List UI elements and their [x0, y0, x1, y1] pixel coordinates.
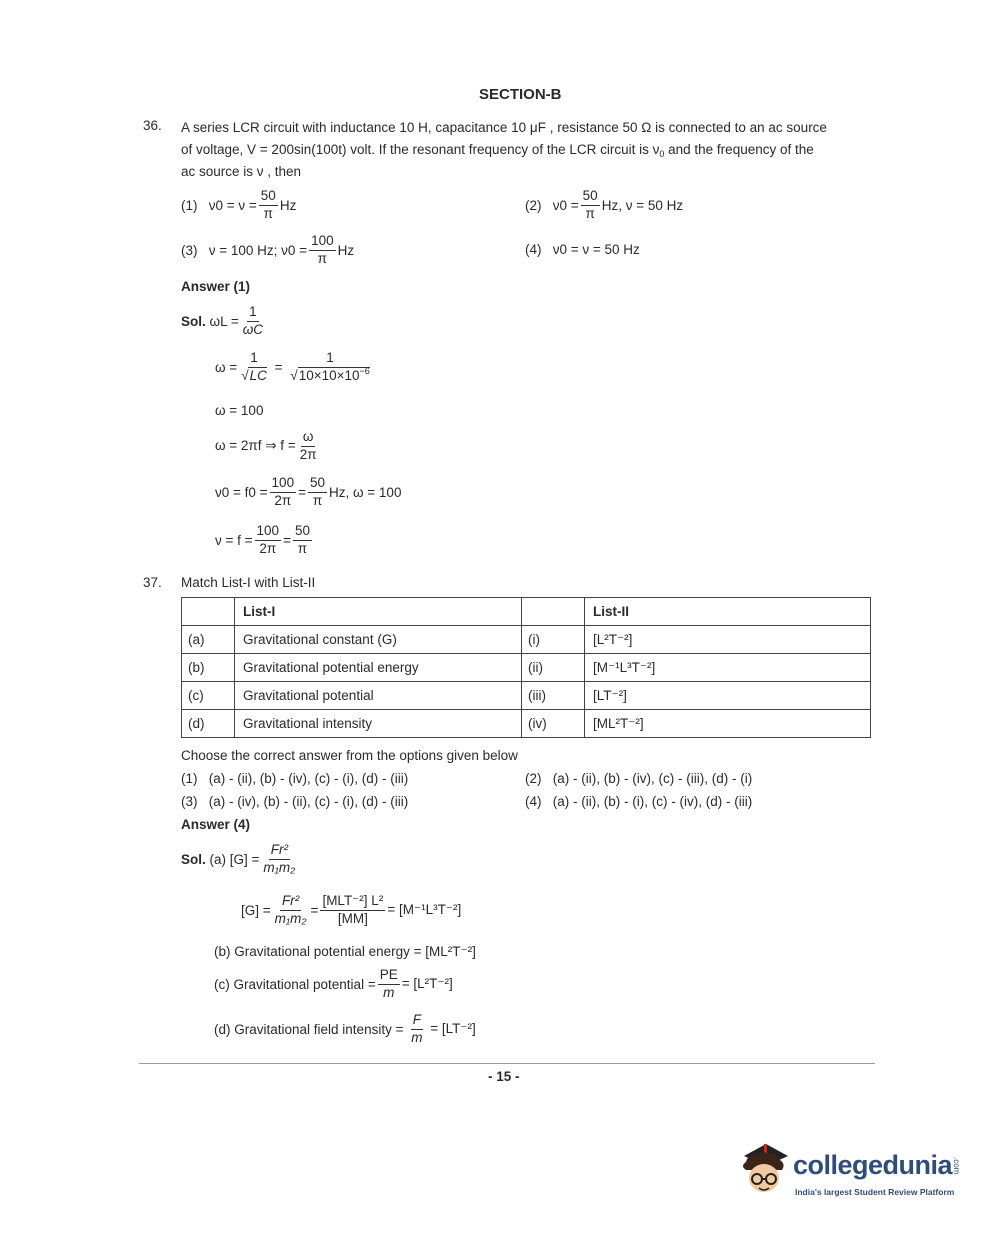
solution-line: (b) Gravitational potential energy = [ML²T⁻²] — [214, 944, 476, 959]
row-value: [L²T⁻²] — [585, 626, 871, 654]
row-value: [LT⁻²] — [585, 682, 871, 710]
row-key: (iii) — [522, 682, 585, 710]
solution-line: ω = $\frac{1}{√LC}$ = $\frac{1}{√10\times 10\times 10^{-6}}$ — [215, 350, 370, 383]
table-row — [182, 626, 871, 654]
question-text-line: A series LCR circuit with inductance 10 H, capacitance 10 μF , resistance 50 Ω is connected to an ac source — [181, 120, 827, 135]
brand-name: collegedunia — [793, 1150, 953, 1180]
row-item: Gravitational potential energy — [235, 654, 522, 682]
solution-line: ν0 = f0 = $\frac{100}{2\pi}$ = $\frac{50}{\pi}$ Hz, ω = 100 — [215, 475, 402, 508]
option-3: (3) ν = 100 Hz; ν0 = $\frac{100}{\pi}$ Hz — [181, 233, 355, 266]
row-key: (b) — [182, 654, 235, 682]
option-4: (4) (a) - (ii), (b) - (i), (c) - (iv), (d) - (iii) — [525, 794, 753, 809]
table-header: List-II — [585, 598, 871, 626]
question-text-line: of voltage, V = 200sin(100t) volt. If the resonant frequency of the LCR circuit is $\nu_0$ and the frequency of the — [181, 142, 814, 159]
solution-line: Sol. ωL = $\frac{1}{\omega C}$ — [181, 304, 263, 337]
row-value: [M⁻¹L³T⁻²] — [585, 654, 871, 682]
row-item: Gravitational potential — [235, 682, 522, 710]
row-key: (i) — [522, 626, 585, 654]
row-key: (a) — [182, 626, 235, 654]
table-header: List-I — [235, 598, 522, 626]
option-3: (3) (a) - (iv), (b) - (ii), (c) - (i), (d) - (iii) — [181, 794, 409, 809]
page-number: - 15 - — [488, 1069, 520, 1084]
instruction-text: Choose the correct answer from the options given below — [181, 748, 518, 763]
option-2: (2) ν0 = $\frac{50}{\pi}$ Hz, ν = 50 Hz — [525, 188, 684, 221]
table-row — [182, 654, 871, 682]
solution-line: (c) Gravitational potential = $\frac{PE}{m}$ = [L²T⁻²] — [214, 967, 453, 1000]
option-1: (1) ν0 = ν = $\frac{50}{\pi}$ Hz — [181, 188, 297, 221]
table-row — [182, 710, 871, 738]
question-text-line: Match List-I with List-II — [181, 575, 316, 590]
row-key: (c) — [182, 682, 235, 710]
option-1: (1) (a) - (ii), (b) - (iv), (c) - (i), (d) - (iii) — [181, 771, 409, 786]
option-4: (4) ν0 = ν = 50 Hz — [525, 242, 640, 257]
mascot-logo-icon — [736, 1138, 792, 1200]
row-key: (iv) — [522, 710, 585, 738]
row-item: Gravitational constant (G) — [235, 626, 522, 654]
table-header-row — [182, 598, 871, 626]
table-row — [182, 682, 871, 710]
row-value: [ML²T⁻²] — [585, 710, 871, 738]
answer: Answer (4) — [181, 817, 251, 832]
footer-divider — [139, 1063, 875, 1064]
question-text-line: ac source is ν , then — [181, 164, 302, 179]
solution-line: Sol. (a) [G] = $\frac{\text{Fr²}}{\text{m₁m₂}}$ — [181, 842, 296, 875]
match-table — [181, 597, 871, 738]
row-key: (d) — [182, 710, 235, 738]
solution-line: ω = 100 — [215, 403, 264, 418]
section-title: SECTION-B — [479, 86, 562, 103]
solution-line: ν = f = $\frac{100}{2\pi}$ = $\frac{50}{\pi}$ — [215, 523, 310, 556]
question-number: 37. — [143, 575, 162, 590]
brand-tagline: India's largest Student Review Platform — [795, 1187, 955, 1197]
option-2: (2) (a) - (ii), (b) - (iv), (c) - (iii), (d) - (i) — [525, 771, 753, 786]
answer: Answer (1) — [181, 279, 251, 294]
brand-logo — [793, 1150, 961, 1181]
solution-line: ω = 2πf ⇒ f = $\frac{\omega}{2\pi}$ — [215, 429, 317, 462]
solution-line: [G] = $\frac{\text{Fr²}}{\text{m₁m₂}}$ = $\frac{\text{[MLT⁻²] L²}}{[MM]}$ = [M⁻¹L³T⁻²] — [241, 893, 462, 926]
question-number: 36. — [143, 118, 162, 133]
solution-line: (d) Gravitational field intensity = $\frac{F}{m}$ = [LT⁻²] — [214, 1012, 476, 1045]
row-item: Gravitational intensity — [235, 710, 522, 738]
brand-tld: .com — [952, 1156, 962, 1174]
row-key: (ii) — [522, 654, 585, 682]
